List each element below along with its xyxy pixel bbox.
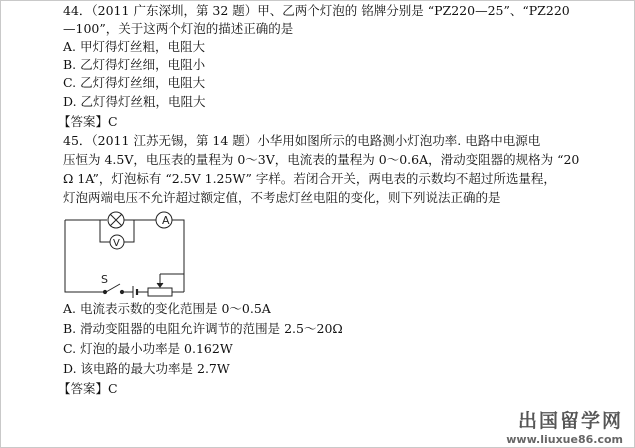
q45-option-d: D. 该电路的最大功率是 2.7W [63, 361, 230, 376]
q44-option-b: B. 乙灯得灯丝细，电阻小 [63, 57, 206, 72]
q44-option-c: C. 乙灯得灯丝细，电阻大 [63, 75, 206, 90]
ammeter-label: A [162, 214, 170, 227]
watermark-title: 出国留学网 [517, 410, 623, 432]
q44-stem-line-2: —100”，关于这两个灯泡的描述正确的是 [63, 21, 294, 36]
voltmeter-label: V [113, 238, 120, 249]
q45-answer: 【答案】C [58, 381, 118, 396]
q45-stem-line-2: 压恒为 4.5V，电压表的量程为 0～3V，电流表的量程为 0～0.6A，滑动变阻器的规格为 “20 [63, 152, 580, 167]
q45-option-c: C. 灯泡的最小功率是 0.162W [63, 341, 233, 356]
q45-option-a: A. 电流表示数的变化范围是 0～0.5A [63, 301, 271, 316]
switch-label: S [101, 273, 108, 286]
q44-answer: 【答案】C [58, 114, 118, 129]
q45-stem-line-4: 灯泡两端电压不允许超过额定值，不考虑灯丝电阻的变化，则下列说法正确的是 [63, 190, 501, 205]
circuit-diagram [62, 206, 192, 298]
q45-option-b: B. 滑动变阻器的电阻允许调节的范围是 2.5～20Ω [63, 321, 343, 336]
q44-option-a: A. 甲灯得灯丝粗，电阻大 [63, 39, 205, 54]
q45-stem-line-3: Ω 1A”，灯泡标有 “2.5V 1.25W” 字样。若闭合开关，两电表的示数均不超过所选量程， [63, 171, 556, 186]
wire-left [65, 220, 105, 292]
switch-blade [106, 284, 120, 292]
watermark-url: www.liuxue86.com [506, 433, 623, 446]
q44-option-d: D. 乙灯得灯丝粗，电阻大 [63, 94, 206, 109]
q45-stem-line-1: 45．（2011 江苏无锡，第 14 题）小华用如图所示的电路测小灯泡功率. 电路中电源电 [63, 133, 541, 148]
q44-stem-line-1: 44．（2011 广东深圳，第 32 题）甲、乙两个灯泡的 铭牌分别是 “PZ220—25”、“PZ220 [63, 3, 570, 18]
rheostat-symbol [148, 288, 172, 296]
site-watermark [506, 406, 623, 446]
